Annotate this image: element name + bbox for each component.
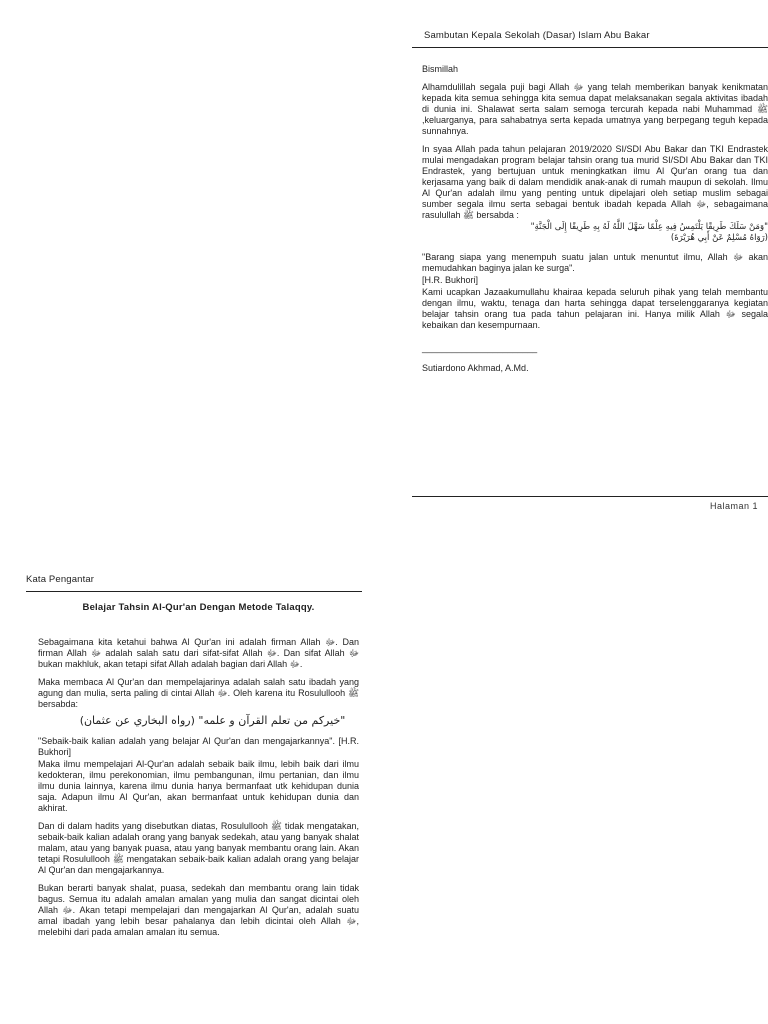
footer-divider bbox=[412, 496, 768, 497]
body-paragraph: Sebagaimana kita ketahui bahwa Al Qur'an ini adalah firman Allah ﷻ. Dan firman Allah ﷻ adalah salah satu dari sifat-sifat Allah ﷻ. Dan sifat Allah ﷻ bukan makhluk, akan tetapi sifat Allah adalah bagian dari Allah ﷻ. bbox=[38, 637, 359, 669]
hadith-translation: "Barang siapa yang menempuh suatu jalan untuk menuntut ilmu, Allah ﷻ akan memudahkan baginya jalan ke surga". bbox=[422, 252, 768, 273]
page-body bbox=[422, 64, 768, 374]
header-divider bbox=[412, 47, 768, 48]
page-header: Sambutan Kepala Sekolah (Dasar) Islam Abu Bakar bbox=[424, 30, 650, 41]
header-divider bbox=[26, 591, 362, 592]
document-page-2 bbox=[26, 570, 366, 1024]
page-body bbox=[38, 602, 359, 945]
closing-paragraph: Kami ucapkan Jazaakumullahu khairaa kepada seluruh pihak yang telah membantu dengan ilmu, waktu, tenaga dan harta sehingga dapat terselenggaranya kegiatan belajar tahsin orang tua pada tahun pelajaran ini. Hanya milik Allah ﷻ segala kebaikan dan kesempurnaan. bbox=[422, 287, 768, 330]
opening-greeting: Bismillah bbox=[422, 64, 459, 74]
signature-line: _______________________ bbox=[422, 343, 538, 353]
hadith-source: [H.R. Bukhori] bbox=[422, 275, 479, 285]
arabic-hadith-source: (رَوَاهُ مُسْلِمٌ عَنْ أَبِي هُرَيْرَةَ) bbox=[670, 233, 768, 243]
arabic-hadith: "خيركم من تعلم القرآن و علمه" (رواه البخاري عن عثمان) bbox=[79, 714, 346, 727]
hadith-translation: "Sebaik-baik kalian adalah yang belajar Al Qur'an dan mengajarkannya". [H.R. Bukhori] bbox=[38, 736, 359, 757]
page-number: Halaman 1 bbox=[709, 501, 758, 511]
body-paragraph: Alhamdulillah segala puji bagi Allah ﷻ yang telah memberikan banyak kenikmatan kepada kita semua sehingga kita semua dapat melaksanakan segala aktivitas ibadah di dunia ini. Shalawat serta salam semoga tercurah kepada nabi Muhammad ﷺ ,keluarganya, para sahabatnya serta kepada umatnya yang berpegang teguh kepada sunnahnya. bbox=[422, 82, 768, 136]
arabic-hadith: "وَمَنْ سَلَكَ طَرِيقًا يَلْتَمِسُ فِيهِ عِلْمًا سَهَّلَ اللَّهُ لَهُ بِهِ طَرِيقًا إِلَى الْجَنَّةِ" bbox=[530, 222, 768, 232]
signature-name: Sutiardono Akhmad, A.Md. bbox=[422, 363, 529, 373]
body-paragraph: Maka membaca Al Qur'an dan mempelajarinya adalah salah satu ibadah yang agung dan mulia, serta paling di cintai Allah ﷻ. Oleh karena itu Rosulullooh ﷺ bersabda: bbox=[38, 677, 359, 709]
body-paragraph: In syaa Allah pada tahun pelajaran 2019/2020 SI/SDI Abu Bakar dan TKI Endrastek mulai mengadakan program belajar tahsin orang tua murid SI/SDI Abu Bakar dan TKI Endrastek, yang bertujuan untuk meningkatkan ilmu Al Qur'an orang tua dan kerjasama yang baik di dalam mendidik anak-anak di rumah maupun di sekolah. Ilmu Al Qur'an adalah ilmu yang penting untuk dipelajari oleh setiap muslim sebagai sumber segala ilmu serta sebagai bentuk ibadah kepada Allah ﷻ, sebagaimana rasulullah ﷺ bersabda : bbox=[422, 144, 768, 220]
page-header: Kata Pengantar bbox=[26, 574, 95, 585]
body-paragraph: Bukan berarti banyak shalat, puasa, sedekah dan membantu orang lain tidak bagus. Semua itu adalah amalan amalan yang mulia dan sangat dicintai oleh Allah ﷻ. Akan tetapi mempelajari dan mengajarkan Al Qur'an, adalah suatu amal ibadah yang lebih besar pahalanya dan lebih dicintai oleh Allah ﷻ, melebihi dari pada amalan amalan itu semua. bbox=[38, 883, 359, 937]
document-page-1 bbox=[412, 28, 768, 518]
body-paragraph: Dan di dalam hadits yang disebutkan diatas, Rosulullooh ﷺ tidak mengatakan, sebaik-baik kalian adalah orang yang banyak sedekah, atau yang banyak shalat malam, atau yang banyak puasa, atau yang banyak membantu orang lain. Akan tetapi Rosulullooh ﷺ mengatakan sebaik-baik kalian adalah orang yang belajar Al Qur'an dan mengajarkannya. bbox=[38, 821, 359, 875]
document-title: Belajar Tahsin Al-Qur'an Dengan Metode Talaqqy. bbox=[82, 602, 315, 613]
body-paragraph: Maka ilmu mempelajari Al-Qur'an adalah sebaik baik ilmu, lebih baik dari ilmu kedokteran, ilmu perekonomian, ilmu pembangunan, ilmu pertanian, dan ilmu ilmu dunia lainnya, karena ilmu dunia hanya bermanfaat utk kehidupan dunia saja. Adapun ilmu Al Qur'an, akan bermanfaat untuk kehidupan dunia dan akhirat. bbox=[38, 759, 359, 813]
